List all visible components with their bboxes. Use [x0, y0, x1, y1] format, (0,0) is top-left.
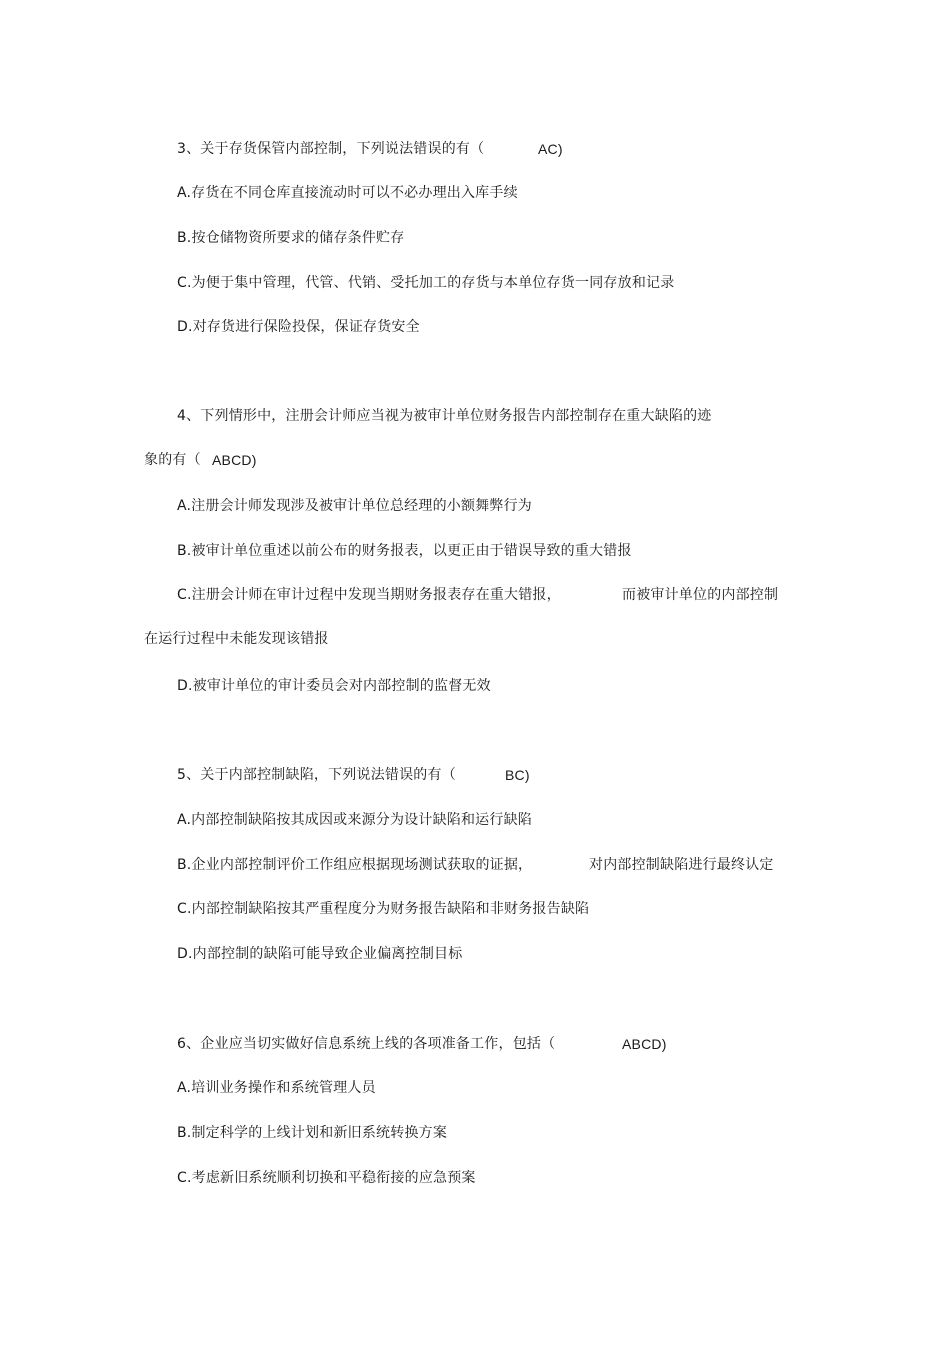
q4-option-b: B.被审计单位重述以前公布的财务报表，以更正由于错误导致的重大错报 [177, 543, 632, 559]
q4-stem-continuation: 象的有（ [144, 452, 201, 468]
q3-option-b: B.按仓储物资所要求的储存条件贮存 [177, 230, 405, 246]
q4-option-c-part2: 而被审计单位的内部控制 [622, 587, 779, 603]
q3-option-a: A.存货在不同仓库直接流动时可以不必办理出入库手续 [177, 185, 518, 201]
q4-option-c-continuation: 在运行过程中未能发现该错报 [144, 631, 329, 647]
q5-option-c: C.内部控制缺陷按其严重程度分为财务报告缺陷和非财务报告缺陷 [177, 901, 590, 917]
q3-option-c: C.为便于集中管理，代管、代销、受托加工的存货与本单位存货一同存放和记录 [177, 275, 675, 291]
q6-option-a: A.培训业务操作和系统管理人员 [177, 1080, 376, 1096]
q5-answer: BC) [505, 767, 530, 783]
q3-answer: AC) [538, 141, 563, 157]
q5-stem: 5、关于内部控制缺陷，下列说法错误的有（ [177, 767, 456, 783]
q4-answer: ABCD) [212, 452, 257, 468]
q4-option-a: A.注册会计师发现涉及被审计单位总经理的小额舞弊行为 [177, 498, 532, 514]
q6-stem: 6、企业应当切实做好信息系统上线的各项准备工作，包括（ [177, 1036, 556, 1052]
q5-option-b: B.企业内部控制评价工作组应根据现场测试获取的证据， [177, 857, 533, 873]
q6-option-b: B.制定科学的上线计划和新旧系统转换方案 [177, 1125, 448, 1141]
q5-option-d: D.内部控制的缺陷可能导致企业偏离控制目标 [177, 946, 463, 962]
q5-option-a: A.内部控制缺陷按其成因或来源分为设计缺陷和运行缺陷 [177, 812, 532, 828]
q3-option-d: D.对存货进行保险投保，保证存货安全 [177, 319, 420, 335]
q6-option-c: C.考虑新旧系统顺利切换和平稳衔接的应急预案 [177, 1170, 476, 1186]
q4-stem: 4、下列情形中，注册会计师应当视为被审计单位财务报告内部控制存在重大缺陷的迹 [177, 408, 712, 424]
q3-stem-text: 3、关于存货保管内部控制，下列说法错误的有（ [177, 141, 485, 157]
q3-stem [177, 139, 484, 159]
q6-answer: ABCD) [622, 1036, 667, 1052]
q5-option-b-part2: 对内部控制缺陷进行最终认定 [589, 857, 774, 873]
q4-option-d: D.被审计单位的审计委员会对内部控制的监督无效 [177, 678, 491, 694]
q4-option-c: C.注册会计师在审计过程中发现当期财务报表存在重大错报， [177, 587, 561, 603]
